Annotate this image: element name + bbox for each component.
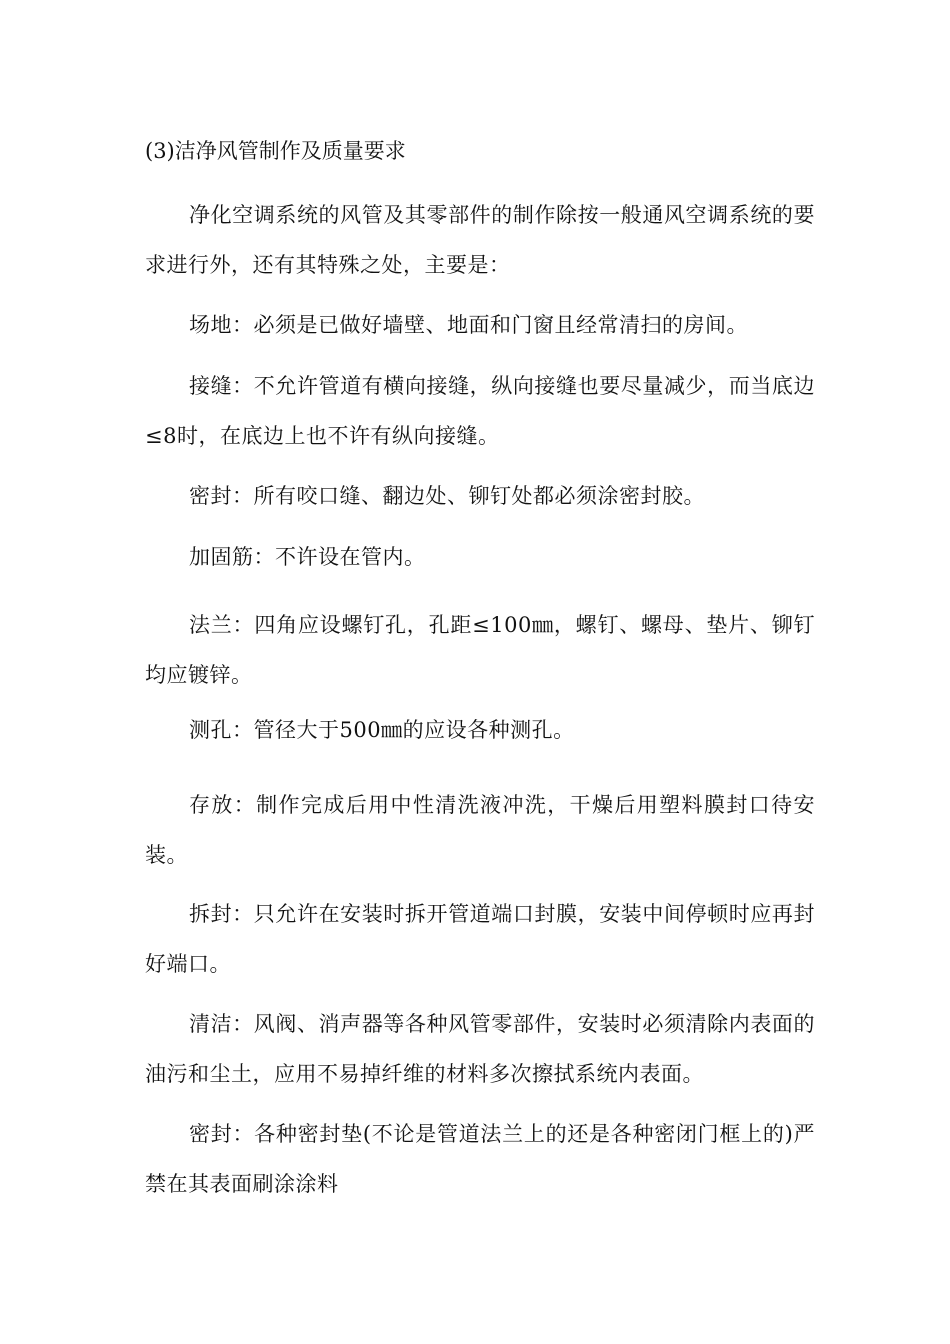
paragraph-seams: 接缝：不允许管道有横向接缝，纵向接缝也要尽量减少，而当底边 ≤8时，在底边上也不许有纵向接缝。 — [145, 374, 837, 448]
paragraph-gaskets: 密封：各种密封垫(不论是管道法兰上的还是各种密闭门框上的)严禁在其表面刷涂涂料 — [145, 1122, 815, 1196]
paragraph-site: 场地：必须是已做好墙壁、地面和门窗且经常清扫的房间。 — [189, 313, 748, 337]
paragraph-flange: 法兰：四角应设螺钉孔，孔距≤100㎜，螺钉、螺母、垫片、铆钉均应镀锌。 — [145, 613, 815, 687]
paragraph-cleaning: 清洁：风阀、消声器等各种风管零部件，安装时必须清除内表面的油污和尘土，应用不易掉纤维的材料多次擦拭系统内表面。 — [145, 1012, 815, 1086]
paragraph-intro: 净化空调系统的风管及其零部件的制作除按一般通风空调系统的要求进行外，还有其特殊之处，主要是： — [145, 203, 815, 277]
section-heading: (3)洁净风管制作及质量要求 — [145, 139, 406, 163]
paragraph-ribs: 加固筋：不许设在管内。 — [189, 545, 426, 569]
paragraph-storage: 存放：制作完成后用中性清洗液冲洗，干燥后用塑料膜封口待安装。 — [145, 793, 815, 867]
paragraph-unsealing: 拆封：只允许在安装时拆开管道端口封膜，安装中间停顿时应再封好端口。 — [145, 902, 815, 976]
paragraph-test-holes: 测孔：管径大于500㎜的应设各种测孔。 — [189, 718, 575, 742]
paragraph-sealing: 密封：所有咬口缝、翻边处、铆钉处都必须涂密封胶。 — [189, 484, 705, 508]
